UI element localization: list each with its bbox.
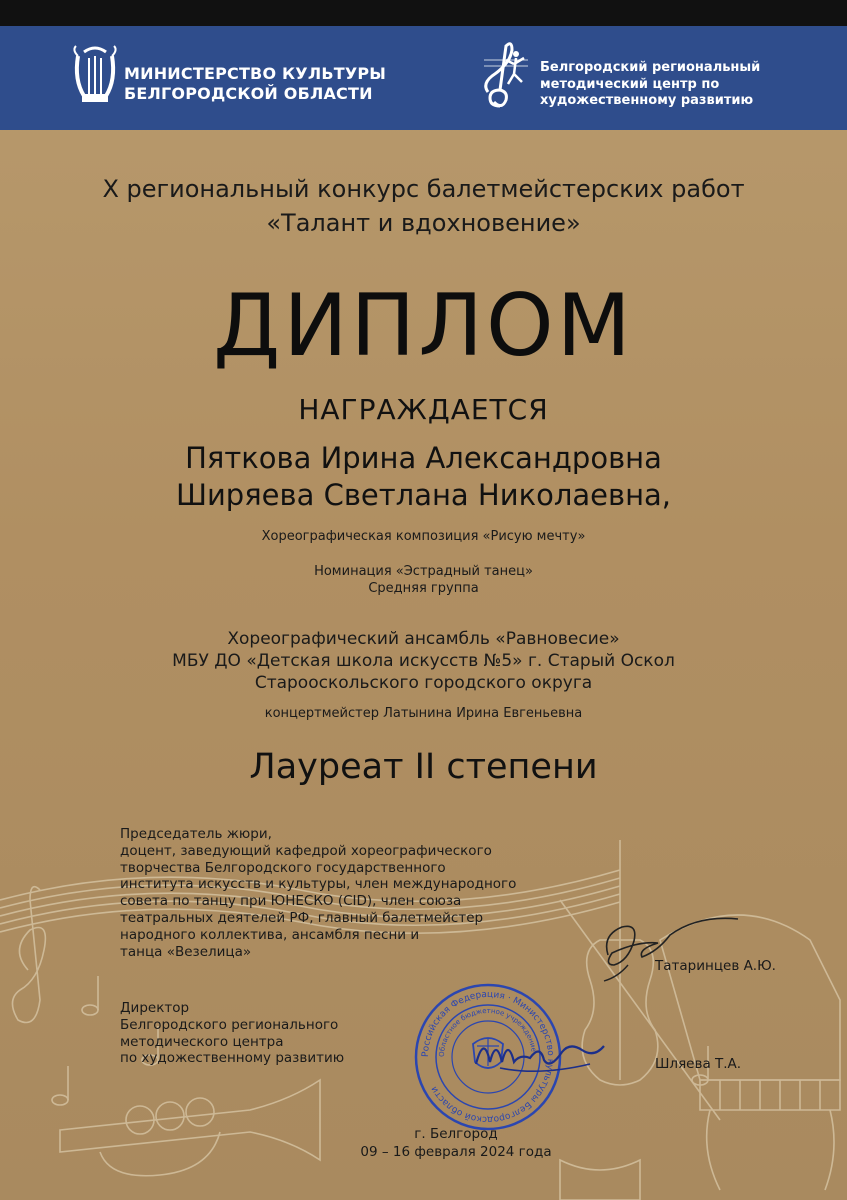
centre-title-line: художественному развитию	[540, 93, 754, 108]
director-title	[120, 1000, 344, 1067]
director-line: методического центра	[120, 1033, 284, 1050]
contest-line: «Талант и вдохновение»	[266, 209, 581, 237]
jury-chair-name: Татаринцев А.Ю.	[655, 958, 776, 974]
jury-chair-title	[120, 826, 516, 960]
centre-title	[540, 60, 760, 110]
nomination: Номинация «Эстрадный танец»	[314, 564, 533, 579]
recipient-name: Ширяева Светлана Николаевна,	[175, 478, 672, 512]
footer-dates: 09 – 16 февраля 2024 года	[360, 1144, 552, 1160]
top-dark-strip	[0, 0, 847, 26]
stamp-inner-text: Областное бюджетное учреждение	[437, 1006, 538, 1058]
ministry-title	[124, 64, 386, 104]
ministry-title-line: БЕЛГОРОДСКОЙ ОБЛАСТИ	[124, 84, 373, 103]
director-signature-icon	[470, 1024, 610, 1084]
jury-chair-line: творчества Белгородского государственного	[120, 859, 446, 876]
awarded-label: НАГРАЖДАЕТСЯ	[298, 393, 549, 426]
jury-chair-line: народного коллектива, ансамбля песни и	[120, 926, 420, 943]
accompanist: концертмейстер Латынина Ирина Евгеньевна	[264, 706, 583, 721]
jury-chair-line: доцент, заведующий кафедрой хореографического	[120, 842, 492, 859]
footer-city: г. Белгород	[414, 1126, 498, 1142]
recipients	[0, 440, 847, 514]
contest-title	[0, 172, 847, 240]
jury-chair-line: танца «Везелица»	[120, 943, 252, 960]
age-group: Средняя группа	[368, 581, 479, 596]
recipient-name: Пяткова Ирина Александровна	[185, 441, 662, 475]
institution-line: Хореографический ансамбль «Равновесие»	[227, 629, 620, 649]
jury-chair-line: Председатель жюри,	[120, 826, 272, 842]
director-line: Белгородского регионального	[120, 1016, 339, 1033]
centre-title-line: Белгородский региональный	[540, 60, 761, 75]
jury-chair-line: театральных деятелей РФ, главный балетмейстер	[120, 909, 484, 926]
institution-line: МБУ ДО «Детская школа искусств №5» г. Старый Оскол	[172, 651, 675, 671]
institution-line: Старооскольского городского округа	[254, 673, 593, 693]
diploma-title: ДИПЛОМ	[213, 276, 634, 376]
director-line: Директор	[120, 1000, 190, 1016]
director-line: по художественному развитию	[120, 1050, 345, 1067]
director-name: Шляева Т.А.	[655, 1056, 742, 1072]
centre-title-line: методический центр по	[540, 76, 720, 92]
composition: Хореографическая композиция «Рисую мечту»	[261, 529, 586, 544]
contest-line: X региональный конкурс балетмейстерских работ	[102, 175, 745, 203]
treble-clef-ballerina-logo-icon	[478, 40, 534, 112]
lyre-logo-icon	[70, 44, 120, 110]
jury-chair-line: совета по танцу при ЮНЕСКО (CID), член союза	[120, 893, 462, 910]
award-title: Лауреат II степени	[249, 747, 598, 787]
institution	[0, 628, 847, 694]
jury-chair-line: института искусств и культуры, член международного	[120, 876, 517, 893]
ministry-title-line: МИНИСТЕРСТВО КУЛЬТУРЫ	[124, 64, 387, 83]
stamp-outer-text: Российская Федерация · Министерство культуры Белгородской области	[420, 989, 556, 1125]
